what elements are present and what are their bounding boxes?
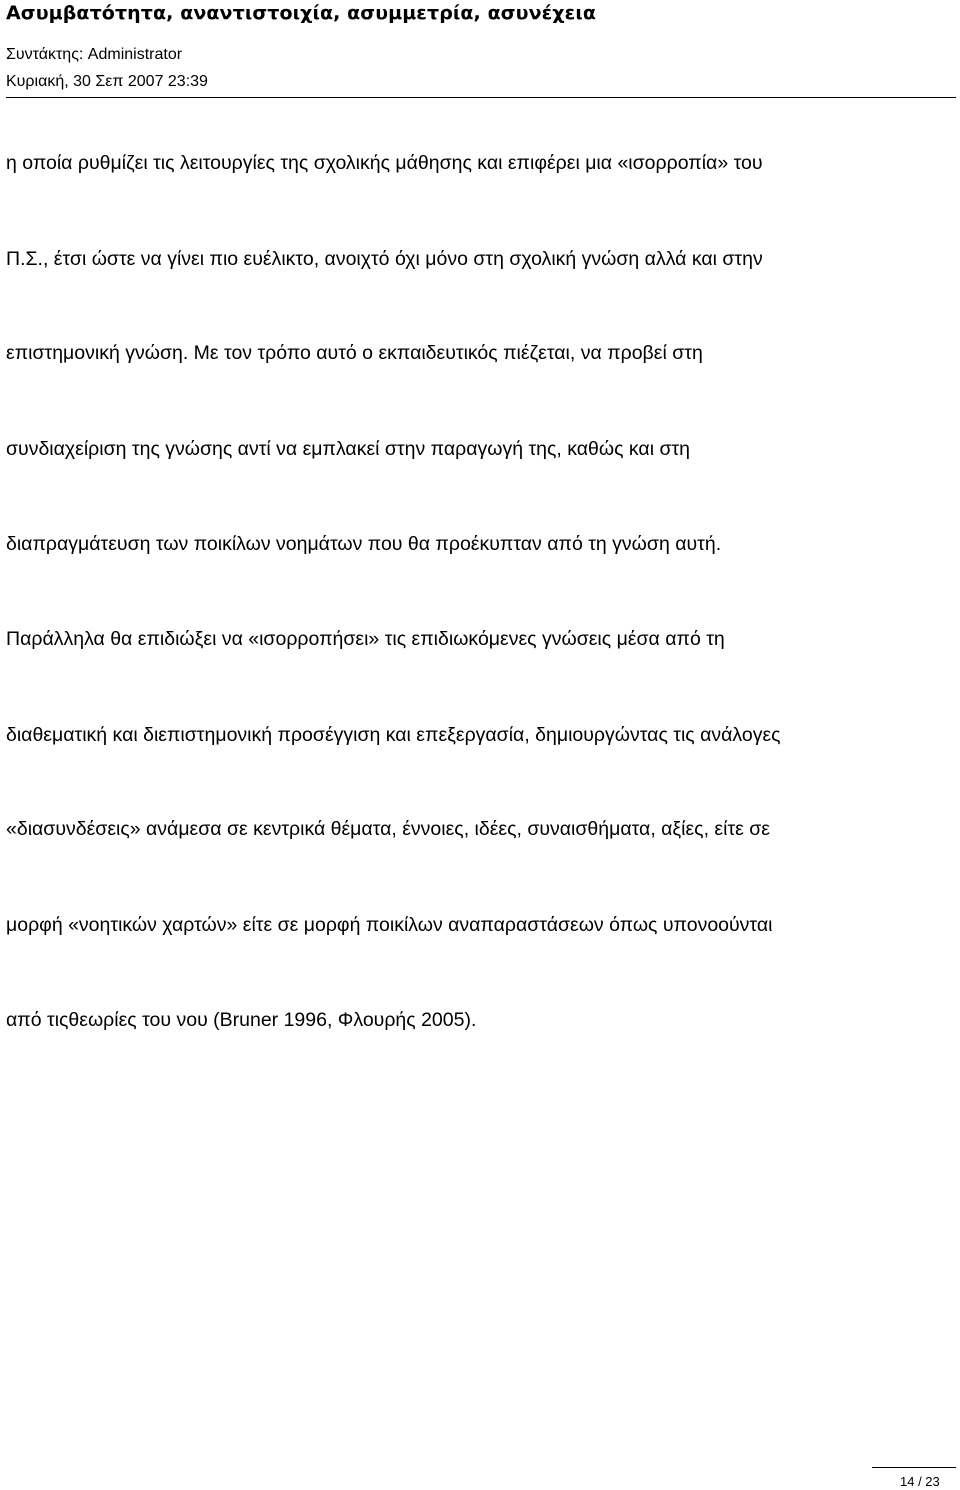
- page-number: 14 / 23: [900, 1474, 940, 1489]
- header-divider: [6, 97, 956, 98]
- body-line: συνδιαχείριση της γνώσης αντί να εμπλακεί στην παραγωγή της, καθώς και στη: [6, 438, 691, 460]
- body-line: η οποία ρυθμίζει τις λειτουργίες της σχολικής μάθησης και επιφέρει μια «ισορροπία» του: [6, 152, 763, 174]
- body-line: από τιςθεωρίες του νου (Bruner 1996, Φλουρής 2005).: [6, 1009, 477, 1031]
- document-title: Ασυμβατότητα, αναντιστοιχία, ασυμμετρία, ασυνέχεια: [6, 2, 596, 24]
- body-line: μορφή «νοητικών χαρτών» είτε σε μορφή ποικίλων αναπαραστάσεων όπως υπονοούνται: [6, 914, 773, 936]
- body-line: Παράλληλα θα επιδιώξει να «ισορροπήσει» τις επιδιωκόμενες γνώσεις μέσα από τη: [6, 628, 725, 650]
- document-date: Κυριακή, 30 Σεπ 2007 23:39: [6, 73, 208, 90]
- document-author: Συντάκτης: Administrator: [6, 46, 183, 63]
- body-line: διαθεματική και διεπιστημονική προσέγγιση και επεξεργασία, δημιουργώντας τις ανάλογες: [6, 724, 781, 746]
- body-line: Π.Σ., έτσι ώστε να γίνει πιο ευέλικτο, ανοιχτό όχι μόνο στη σχολική γνώση αλλά και στην: [6, 248, 763, 270]
- body-line: διαπραγμάτευση των ποικίλων νοημάτων που θα προέκυπταν από τη γνώση αυτή.: [6, 533, 722, 555]
- body-line: επιστημονική γνώση. Με τον τρόπο αυτό ο εκπαιδευτικός πιέζεται, να προβεί στη: [6, 342, 703, 364]
- footer-divider: [872, 1467, 956, 1468]
- body-line: «διασυνδέσεις» ανάμεσα σε κεντρικά θέματα, έννοιες, ιδέες, συναισθήματα, αξίες, είτε σε: [6, 818, 770, 840]
